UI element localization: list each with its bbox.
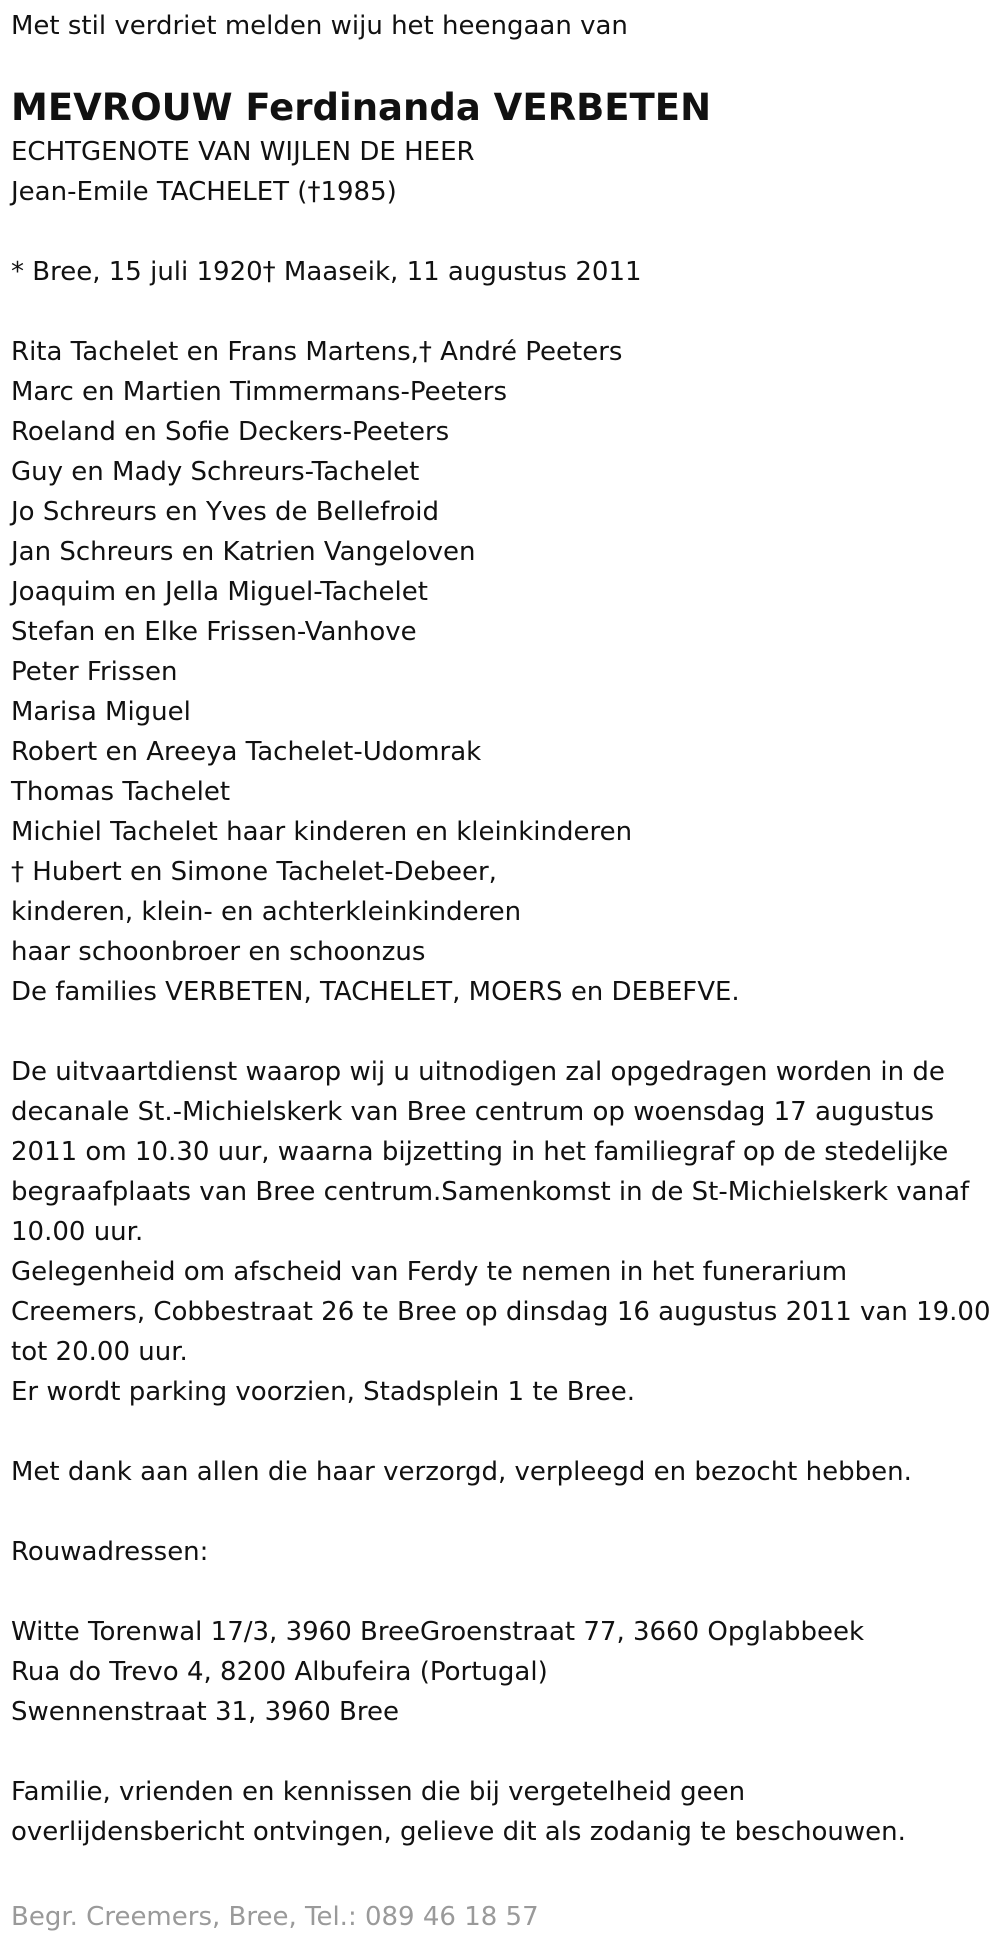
- family-line: Stefan en Elke Frissen-Vanhove: [11, 617, 417, 647]
- spacer: [11, 212, 996, 252]
- family-line: † Hubert en Simone Tachelet-Debeer,: [11, 857, 497, 887]
- funeral-home-footer: Begr. Creemers, Bree, Tel.: 089 46 18 57: [11, 1902, 539, 1932]
- spacer: [11, 1572, 996, 1612]
- family-line: Jan Schreurs en Katrien Vangeloven: [11, 537, 476, 567]
- family-line: Jo Schreurs en Yves de Bellefroid: [11, 497, 439, 527]
- ceremony-line: Gelegenheid om afscheid van Ferdy te nemen in het funerarium: [11, 1257, 848, 1287]
- address-line: Rua do Trevo 4, 8200 Albufeira (Portugal): [11, 1657, 548, 1687]
- family-list: [11, 332, 996, 1012]
- ceremony-line: Creemers, Cobbestraat 26 te Bree op dinsdag 16 augustus 2011 van 19.00: [11, 1297, 991, 1327]
- spacer: [11, 1412, 996, 1452]
- family-line: Michiel Tachelet haar kinderen en kleinkinderen: [11, 817, 633, 847]
- ceremony-line: 2011 om 10.30 uur, waarna bijzetting in het familiegraf op de stedelijke: [11, 1137, 949, 1167]
- addresses-label: Rouwadressen:: [11, 1537, 209, 1567]
- ceremony-line: tot 20.00 uur.: [11, 1337, 188, 1367]
- family-line: haar schoonbroer en schoonzus: [11, 937, 426, 967]
- family-line: Peter Frissen: [11, 657, 178, 687]
- family-line: Robert en Areeya Tachelet-Udomrak: [11, 737, 482, 767]
- spouse-title: ECHTGENOTE VAN WIJLEN DE HEER: [11, 137, 475, 167]
- family-line: kinderen, klein- en achterkleinkinderen: [11, 897, 522, 927]
- closing-line: overlijdensbericht ontvingen, gelieve dit als zodanig te beschouwen.: [11, 1817, 906, 1847]
- spacer: [11, 292, 996, 332]
- family-line: Marc en Martien Timmermans-Peeters: [11, 377, 508, 407]
- family-line: Roeland en Sofie Deckers-Peeters: [11, 417, 450, 447]
- family-line: Thomas Tachelet: [11, 777, 231, 807]
- deceased-name: MEVROUW Ferdinanda VERBETEN: [11, 86, 712, 129]
- family-line: Rita Tachelet en Frans Martens,† André Peeters: [11, 337, 623, 367]
- closing-line: Familie, vrienden en kennissen die bij vergetelheid geen: [11, 1777, 746, 1807]
- spouse-name: Jean-Emile TACHELET (†1985): [11, 177, 397, 207]
- obituary-notice: [11, 0, 996, 1852]
- ceremony-line: 10.00 uur.: [11, 1217, 144, 1247]
- spacer: [11, 1492, 996, 1532]
- ceremony-line: Er wordt parking voorzien, Stadsplein 1 te Bree.: [11, 1377, 636, 1407]
- ceremony-line: decanale St.-Michielskerk van Bree centrum op woensdag 17 augustus: [11, 1097, 935, 1127]
- closing-note: [11, 1772, 996, 1852]
- family-line: Marisa Miguel: [11, 697, 191, 727]
- address-line: Swennenstraat 31, 3960 Bree: [11, 1697, 399, 1727]
- family-line: De families VERBETEN, TACHELET, MOERS en DEBEFVE.: [11, 977, 740, 1007]
- intro-text: Met stil verdriet melden wiju het heengaan van: [11, 11, 628, 41]
- spacer: [11, 1012, 996, 1052]
- spacer: [11, 1732, 996, 1772]
- address-line: Witte Torenwal 17/3, 3960 BreeGroenstraat 77, 3660 Opglabbeek: [11, 1617, 865, 1647]
- family-line: Guy en Mady Schreurs-Tachelet: [11, 457, 420, 487]
- thanks-text: Met dank aan allen die haar verzorgd, verpleegd en bezocht hebben.: [11, 1457, 912, 1487]
- birth-death-dates: * Bree, 15 juli 1920† Maaseik, 11 augustus 2011: [11, 257, 642, 287]
- ceremony-details: [11, 1052, 996, 1412]
- family-line: Joaquim en Jella Miguel-Tachelet: [11, 577, 428, 607]
- address-list: [11, 1612, 996, 1732]
- ceremony-line: De uitvaartdienst waarop wij u uitnodigen zal opgedragen worden in de: [11, 1057, 945, 1087]
- ceremony-line: begraafplaats van Bree centrum.Samenkomst in de St-Michielskerk vanaf: [11, 1177, 970, 1207]
